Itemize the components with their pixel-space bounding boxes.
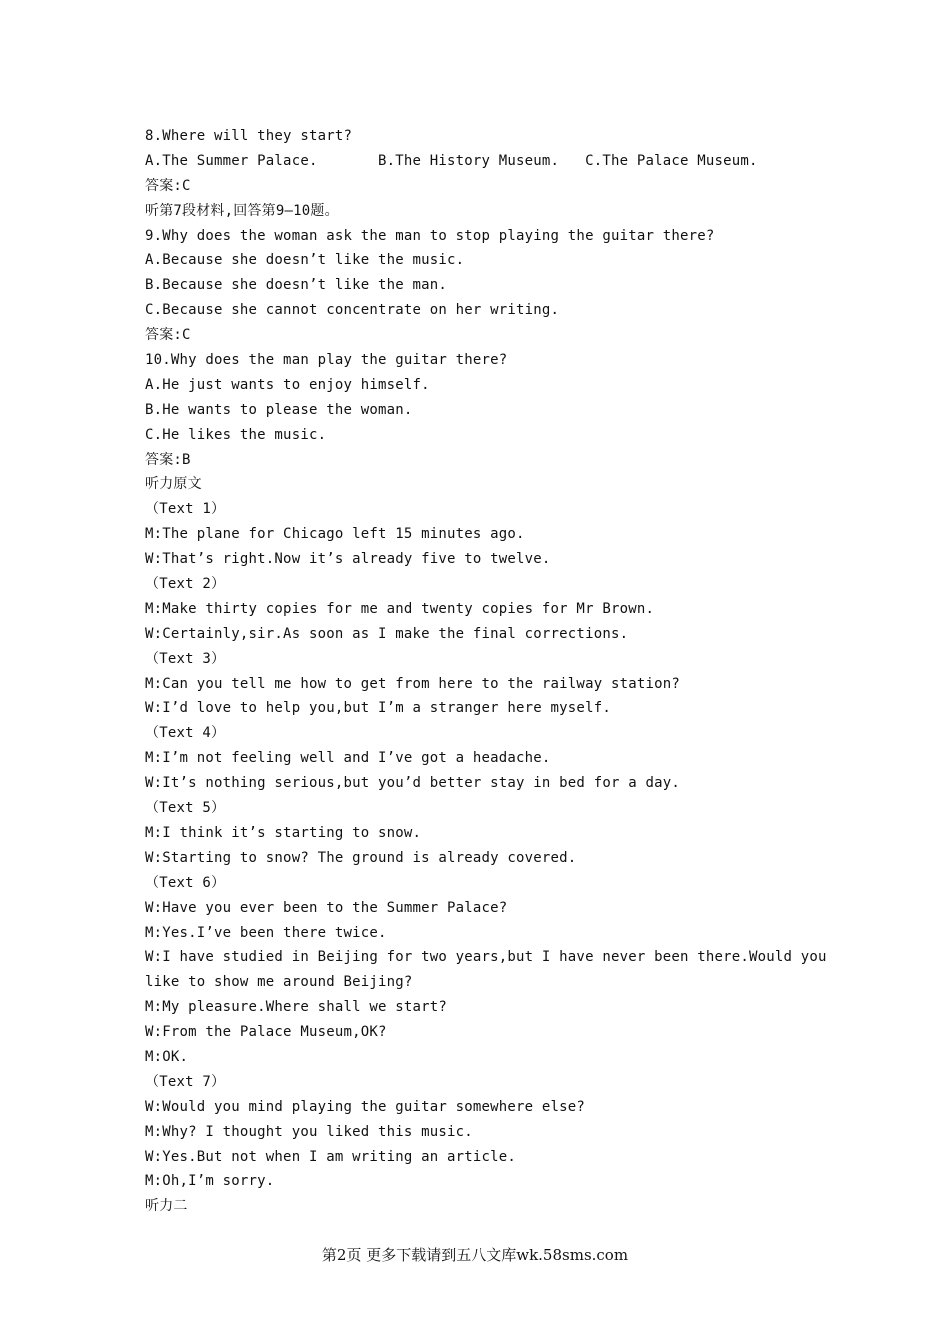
text-line: 答案:B <box>145 451 191 468</box>
text-line: M:Oh,I’m sorry. <box>145 1173 275 1190</box>
text-line: W:Starting to snow? The ground is already covered. <box>145 849 577 866</box>
text-line: W:Have you ever been to the Summer Palace? <box>145 899 508 916</box>
text-line: W:I have studied in Beijing for two years,but I have never been there.Would you <box>145 949 827 966</box>
text-line: M:Yes.I’ve been there twice. <box>145 924 387 941</box>
text-line: W:Certainly,sir.As soon as I make the final corrections. <box>145 625 629 642</box>
text-line: 9.Why does the woman ask the man to stop playing the guitar there? <box>145 227 715 244</box>
text-line: A.Because she doesn’t like the music. <box>145 252 465 269</box>
text-line: A.The Summer Palace. B.The History Museum. C.The Palace Museum. <box>145 152 758 169</box>
text-line: M:Why? I thought you liked this music. <box>145 1123 473 1140</box>
text-line: （Text 5） <box>145 800 226 817</box>
text-line: 10.Why does the man play the guitar there? <box>145 352 508 369</box>
text-line: （Text 4） <box>145 725 226 742</box>
text-line: 听力二 <box>145 1198 188 1215</box>
text-line: M:OK. <box>145 1048 189 1065</box>
text-line: C.He likes the music. <box>145 426 327 443</box>
text-line: W:Would you mind playing the guitar somewhere else? <box>145 1098 586 1115</box>
text-line: （Text 7） <box>145 1073 226 1090</box>
text-line: 听力原文 <box>145 476 202 493</box>
text-line: （Text 6） <box>145 874 226 891</box>
text-line: W:That’s right.Now it’s already five to twelve. <box>145 551 551 568</box>
text-line: M:My pleasure.Where shall we start? <box>145 999 448 1016</box>
text-line: 答案:C <box>145 177 191 194</box>
text-line: （Text 2） <box>145 576 226 593</box>
text-line: W:From the Palace Museum,OK? <box>145 1024 387 1041</box>
text-line: 8.Where will they start? <box>145 128 353 144</box>
text-line: W:Yes.But not when I am writing an article. <box>145 1148 517 1165</box>
text-line: like to show me around Beijing? <box>145 974 413 991</box>
text-line: 听第7段材料,回答第9—10题。 <box>145 202 339 219</box>
text-line: W:I’d love to help you,but I’m a stranger here myself. <box>145 700 611 717</box>
text-line: A.He just wants to enjoy himself. <box>145 376 430 393</box>
text-line: B.Because she doesn’t like the man. <box>145 277 448 294</box>
text-line: M:I’m not feeling well and I’ve got a headache. <box>145 750 551 767</box>
text-line: M:The plane for Chicago left 15 minutes ago. <box>145 526 525 543</box>
text-line: M:Make thirty copies for me and twenty copies for Mr Brown. <box>145 600 655 617</box>
page-footer: 第2页 更多下载请到五八文库wk.58sms.com <box>321 1246 629 1264</box>
text-line: W:It’s nothing serious,but you’d better stay in bed for a day. <box>145 775 680 792</box>
text-line: （Text 3） <box>145 650 226 667</box>
text-line: （Text 1） <box>145 501 226 518</box>
text-line: B.He wants to please the woman. <box>145 401 413 418</box>
text-line: C.Because she cannot concentrate on her writing. <box>145 302 560 319</box>
text-line: M:I think it’s starting to snow. <box>145 824 422 841</box>
text-line: 答案:C <box>145 327 191 344</box>
document-body <box>145 124 825 1219</box>
text-line: M:Can you tell me how to get from here to the railway station? <box>145 675 680 692</box>
